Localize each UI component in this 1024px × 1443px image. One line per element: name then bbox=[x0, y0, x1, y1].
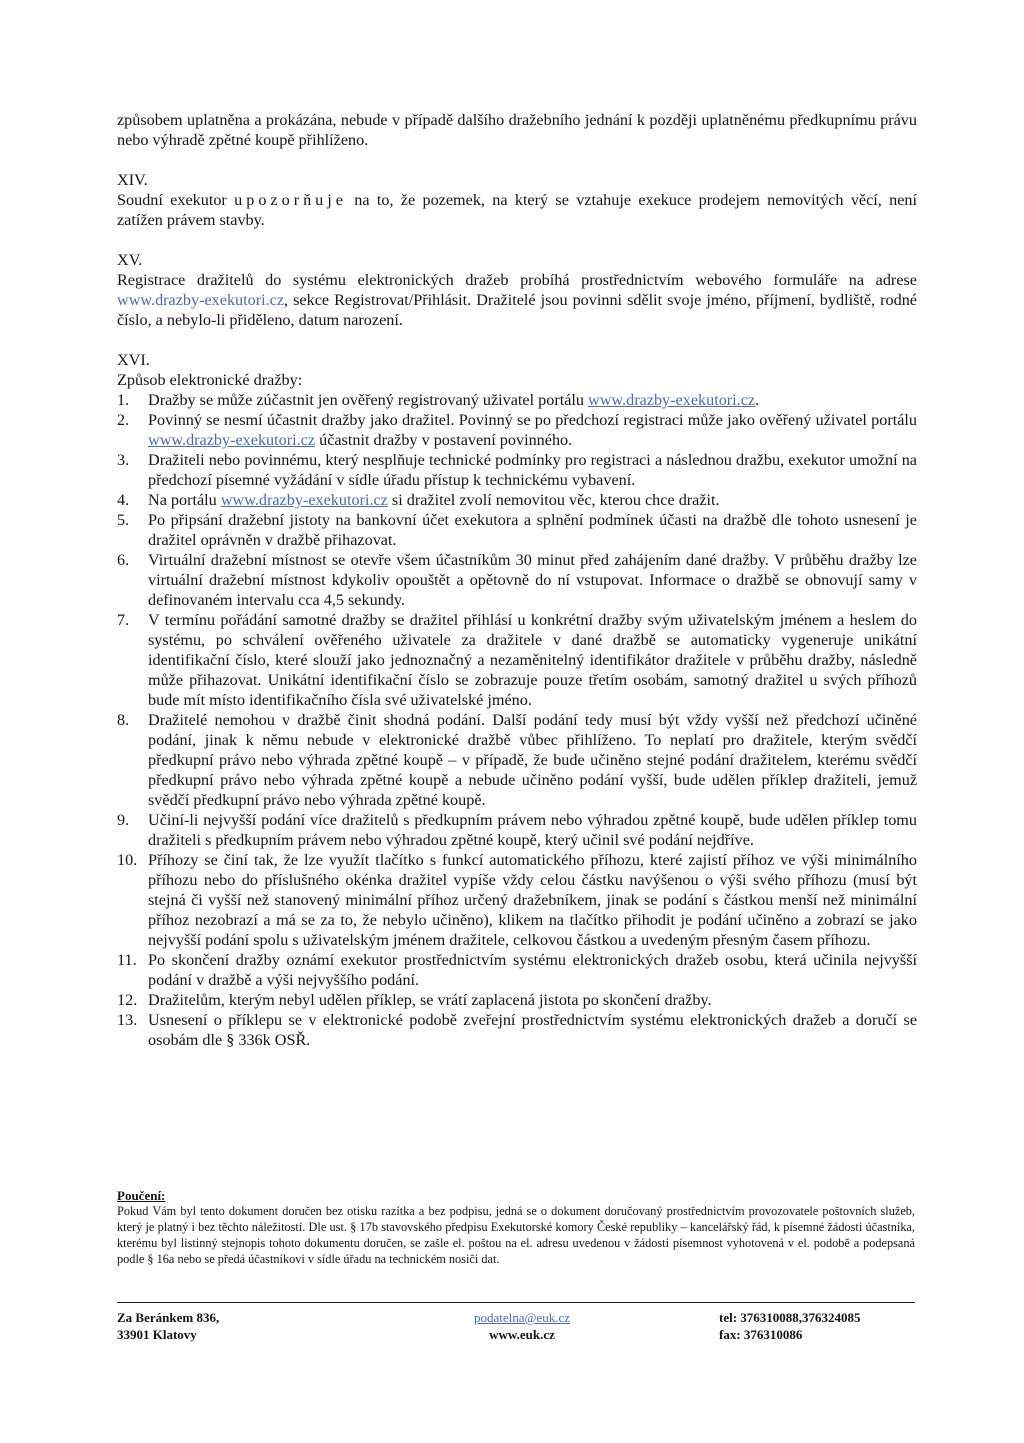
intro-paragraph: způsobem uplatněna a prokázána, nebude v případě dalšího dražebního jednání k později uplatněnému předkupnímu právu nebo výhradě zpětné koupě přihlíženo. bbox=[117, 111, 917, 149]
list-item: 5. Po připsání dražební jistoty na bankovní účet exekutora a splnění podmínek účasti na dražbě dle tohoto usnesení je dražitel oprávněn v dražbě přihazovat. bbox=[117, 511, 917, 549]
list-item: 13. Usnesení o příklepu se v elektronické podobě zveřejní prostřednictvím systému elektronických dražeb a doručí se osobám dle § 336k OSŘ. bbox=[117, 1011, 917, 1049]
section-text: Soudní exekutor upozorňuje na to, že pozemek, na který se vztahuje exekuce prodejem nemovitých věcí, není zatížen právem stavby. bbox=[117, 191, 918, 229]
notice-text: Pokud Vám byl tento dokument doručen bez otisku razítka a bez podpisu, jedná se o dokument doručovaný prostřednictvím provozovatele poštovních služeb, který je platný i bez těchto náležitostí. Dle ust. § 17b stavovského předpisu Exekutorské komory České republiky – kancelářský řád, k písemné žádosti účastníka, kterému byl listinný stejnopis tohoto dokumentu doručen, se zašle el. poštou na el. adresu uvedenou v žádosti písemnost vyhotovená v el. podobě a podepsaná podle § 16a nebo se předá účastníkovi v sídle úřadu na technickém nosiči dat. bbox=[117, 1204, 915, 1266]
notice-block bbox=[117, 1188, 915, 1267]
emphasized-word: upozorňuje bbox=[234, 191, 347, 209]
web-link[interactable]: www.euk.cz bbox=[489, 1327, 555, 1342]
notice-title: Poučení: bbox=[117, 1188, 166, 1203]
section-title: Způsob elektronické dražby: bbox=[117, 371, 303, 389]
list-item: 6. Virtuální dražební místnost se otevře všem účastníkům 30 minut před zahájením dané dražby. V průběhu dražby lze virtuální dražební místnost kdykoliv opouštět a opětovně do ní vstupovat. Informace o dražbě se obnovují samy v definovaném intervalu cca 4,5 sekundy. bbox=[117, 551, 917, 609]
section-number: XIV. bbox=[117, 171, 148, 189]
list-item: 7. V termínu pořádání samotné dražby se dražitel přihlásí u konkrétní dražby svým uživatelským jménem a heslem do systému, po schválení ověřeného uživatele za dražitele v dané dražbě se automaticky vygeneruje unikátní identifikační číslo, které slouží jako jednoznačný a nezaměnitelný identifikátor dražitele v průběhu dražby, následně může přihazovat. Unikátní identifikační číslo se zobrazuje pouze třetím osobám, samotný dražitel u svých příhozů bude mít místo identifikačního čísla své uživatelské jméno. bbox=[117, 611, 917, 709]
section-xvi bbox=[117, 350, 917, 1050]
section-xv bbox=[117, 250, 917, 330]
website-link[interactable]: www.drazby-exekutori.cz bbox=[148, 431, 316, 449]
list-item: 10. Příhozy se činí tak, že lze využít tlačítko s funkcí automatického příhozu, které zajistí příhoz ve výši minimálního příhozu nebo do příslušného okénka dražitel vypíše vždy celou částku navýšenou o výši svého příhozu (musí být stejná či vyšší než stanovený minimální příhoz určený dražebníkem, jinak se podání s částkou menší než minimální příhoz nezobrazí a má se za to, že nebylo učiněno), klikem na tlačítko přihodit je podání učiněno a zobrazí se jako nejvyšší podání spolu s uživatelským jménem dražitele, celkovou částkou a uvedeným přesným časem příhozu. bbox=[117, 851, 917, 949]
website-link[interactable]: www.drazby-exekutori.cz bbox=[588, 391, 756, 409]
footer-contacts bbox=[452, 1309, 592, 1343]
footer-address: Za Beránkem 836, 33901 Klatovy bbox=[117, 1310, 220, 1342]
list-item: 11. Po skončení dražby oznámí exekutor prostřednictvím systému elektronických dražeb osobu, která učinila nejvyšší podání v dražbě a výši nejvyššího podání. bbox=[117, 951, 917, 989]
list-item: 3. Dražiteli nebo povinnému, který nesplňuje technické podmínky pro registraci a následnou dražbu, exekutor umožní na předchozí písemné vyžádání v sídle úřadu přístup k technickému vybavení. bbox=[117, 451, 917, 489]
auction-rules-list bbox=[117, 390, 917, 1050]
list-item: 2. Povinný se nesmí účastnit dražby jako dražitel. Povinný se po předchozí registraci může jako ověřený uživatel portálu www.drazby-exekutori.cz účastnit dražby v postavení povinného. bbox=[117, 411, 917, 449]
list-item: 1. Dražby se může zúčastnit jen ověřený registrovaný uživatel portálu www.drazby-exekutori.cz. bbox=[117, 391, 760, 409]
list-item: 9. Učiní-li nejvyšší podání více dražitelů s předkupním právem nebo výhradou zpětné koupě, bude udělen příklep tomu dražiteli s předkupním právem nebo výhradou zpětné koupě, který učinil své podání nejdříve. bbox=[117, 811, 917, 849]
list-item: 4. Na portálu www.drazby-exekutori.cz si dražitel zvolí nemovitou věc, kterou chce dražit. bbox=[117, 491, 720, 509]
section-xiv bbox=[117, 170, 917, 230]
website-link[interactable]: www.drazby-exekutori.cz bbox=[117, 291, 285, 309]
section-number: XVI. bbox=[117, 351, 150, 369]
section-number: XV. bbox=[117, 251, 143, 269]
section-text: Registrace dražitelů do systému elektronických dražeb probíhá prostřednictvím webového formuláře na adrese www.drazby-exekutori.cz, sekce Registrovat/Přihlásit. Dražitelé jsou povinni sdělit svoje jméno, příjmení, bydliště, rodné číslo, a nebylo-li přiděleno, datum narození. bbox=[117, 271, 917, 329]
website-link[interactable]: www.drazby-exekutori.cz bbox=[220, 491, 388, 509]
footer bbox=[117, 1302, 915, 1342]
footer-phone: tel: 376310088,376324085 fax: 376310086 bbox=[719, 1310, 861, 1342]
list-item: 12. Dražitelům, kterým nebyl udělen příklep, se vrátí zaplacená jistota po skončení dražby. bbox=[117, 991, 712, 1009]
list-item: 8. Dražitelé nemohou v dražbě činit shodná podání. Další podání tedy musí být vždy vyšší než předchozí učiněné podání, jinak k němu nebude v elektronické dražbě vůbec přihlíženo. To neplatí pro dražitele, kterým svědčí předkupní právo nebo výhrada zpětné koupě – v případě, že bude učiněno stejné podání dražitelem, kterému svědčí předkupní právo nebo výhrada zpětné koupě a nebude učiněno podání vyšší, bude udělen příklep dražiteli, jemuž svědčí předkupní právo nebo výhrada zpětné koupě. bbox=[117, 711, 917, 809]
document-body bbox=[117, 110, 917, 1050]
email-link[interactable]: podatelna@euk.cz bbox=[473, 1310, 571, 1325]
